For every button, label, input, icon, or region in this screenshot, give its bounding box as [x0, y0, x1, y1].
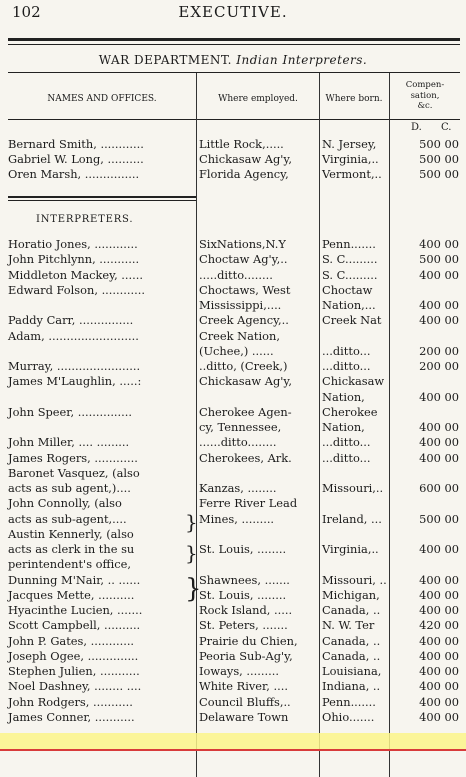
table-cell-name: John Connolly, (also	[8, 496, 122, 511]
table-cell-name: Murray, .......................	[8, 359, 141, 373]
table-cell-name: acts as clerk in the su	[8, 542, 135, 556]
table-cell-employed: White River, ....	[199, 679, 288, 694]
table-cell-name: Jacques Mette, ..........	[8, 587, 135, 602]
table-cell-amount: 400 00	[419, 648, 459, 663]
table-cell-amount: 400 00	[419, 313, 459, 328]
table-cell-name: Edward Folson, ............	[8, 282, 146, 297]
table-cell-amount: 400 00	[419, 587, 459, 602]
section-subtitle: Indian Interpreters.	[236, 53, 368, 67]
table-cell-amount: 200 00	[419, 359, 459, 373]
table-cell-born: Creek Nat	[322, 313, 382, 328]
table-cell-born: Michigan,	[322, 587, 380, 602]
table-cell-amount: 500 00	[419, 511, 459, 526]
table-cell-name: perintendent's office,	[8, 557, 131, 572]
table-cell-employed: Peoria Sub-Ag'y,	[199, 648, 293, 663]
table-cell-born: Missouri, ..	[322, 572, 387, 587]
table-cell-born: Indiana, ..	[322, 679, 381, 694]
table-cell-born: Nation,...	[322, 298, 376, 312]
col-header-born: Where born.	[325, 94, 383, 104]
table-cell-born: S. C.........	[322, 267, 378, 282]
table-cell-name: John P. Gates, ............	[8, 633, 135, 648]
table-cell-name: Noel Dashney, ........ ....	[8, 679, 142, 694]
section-rule-thick	[8, 196, 196, 198]
table-cell-amount: 400 00	[419, 664, 459, 678]
table-cell-employed: Mississippi,....	[199, 298, 282, 312]
table-cell-born: Louisiana,	[322, 664, 382, 678]
table-cell-name: John Miller, .... .........	[8, 435, 130, 450]
table-cell-name: James Conner, ...........	[8, 709, 135, 724]
table-cell-employed: St. Peters, .......	[199, 618, 288, 633]
table-cell-born: Nation,	[322, 420, 365, 434]
table-cell-name: Austin Kennerly, (also	[8, 526, 134, 541]
brace-glyph: }	[185, 574, 202, 604]
section-subheading: INTERPRETERS.	[36, 214, 134, 225]
table-cell-born: Chickasaw	[322, 374, 385, 389]
table-cell-name: Adam, .........................	[8, 328, 139, 343]
table-cell-amount: 400 00	[419, 267, 459, 282]
table-cell-amount: 500 00	[419, 252, 459, 267]
table-cell-name: James Rogers, ............	[8, 450, 138, 465]
table-cell-name: Horatio Jones, ............	[8, 237, 138, 251]
table-cell-amount: 400 00	[419, 237, 459, 251]
table-cell-born: ...ditto...	[322, 359, 371, 373]
table-cell-employed: Cherokees, Ark.	[199, 450, 292, 465]
table-cell-born: Cherokee	[322, 404, 378, 419]
section-title	[0, 53, 466, 67]
table-cell-amount: 400 00	[419, 389, 459, 404]
table-cell-employed: Rock Island, .....	[199, 603, 293, 617]
table-cell-born: Virginia,..	[322, 542, 379, 556]
table-cell-employed: Prairie du Chien,	[199, 633, 298, 648]
highlighted-row-marker	[0, 733, 466, 749]
header-rule-thin	[8, 44, 460, 45]
table-cell-employed: Creek Agency,..	[199, 313, 289, 328]
table-cell-employed: ......ditto........	[199, 435, 277, 450]
table-cell-amount: 420 00	[419, 618, 459, 633]
table-cell-amount: 200 00	[419, 343, 459, 358]
table-cell-name: John Speer, ...............	[8, 404, 133, 419]
table-cell-born: Penn.......	[322, 237, 376, 251]
table-cell-name: Stephen Julien, ...........	[8, 664, 140, 678]
table-cell-amount: 400 00	[419, 420, 459, 434]
table-cell-amount: 600 00	[419, 481, 459, 495]
table-cell-born: Ohio.......	[322, 709, 375, 724]
table-cell-amount: 400 00	[419, 694, 459, 709]
table-cell-name: John Pitchlynn, ...........	[8, 252, 140, 267]
section-rule-thin	[8, 200, 196, 201]
table-cell-born: N. W. Ter	[322, 618, 375, 633]
table-cell-born: S. C.........	[322, 252, 378, 267]
table-cell-employed: Delaware Town	[199, 709, 289, 724]
table-top-rule	[8, 72, 460, 73]
table-cell-amount: 400 00	[419, 572, 459, 587]
table-cell-employed: ..ditto, (Creek,)	[199, 359, 288, 373]
table-cell-born: Missouri,..	[322, 481, 384, 495]
table-cell-name: Hyacinthe Lucien, .......	[8, 603, 143, 617]
table-cell-name: Dunning M'Nair, .. ......	[8, 572, 141, 587]
table-cell-name: acts as sub agent,)....	[8, 481, 131, 495]
col-header-employed: Where employed.	[218, 94, 298, 104]
brace-glyph: }	[185, 541, 198, 565]
table-cell-born: Canada, ..	[322, 648, 381, 663]
table-cell-amount: 400 00	[419, 435, 459, 450]
page-number: 102	[12, 3, 41, 21]
header-rule-thick	[8, 38, 460, 41]
table-cell-amount: 400 00	[419, 298, 459, 312]
table-header-rule	[8, 119, 460, 120]
table-cell-name: Joseph Ogee, ..............	[8, 648, 139, 663]
table-cell-employed: Council Bluffs,..	[199, 694, 291, 709]
table-cell-born: Canada, ..	[322, 603, 381, 617]
col-divider-3	[389, 73, 390, 777]
table-cell-born: Nation,	[322, 389, 365, 404]
table-cell-name: John Rodgers, ...........	[8, 694, 133, 709]
col-header-names: NAMES AND OFFICES.	[47, 94, 157, 104]
table-cell-amount: 400 00	[419, 542, 459, 556]
table-cell-amount: 400 00	[419, 450, 459, 465]
currency-dollars: D.	[411, 122, 422, 133]
table-cell-employed: (Uchee,) ......	[199, 343, 274, 358]
table-cell-born: ...ditto...	[322, 435, 371, 450]
table-cell-employed: SixNations,N.Y	[199, 237, 286, 251]
table-cell-employed: Ferre River Lead	[199, 496, 298, 511]
table-cell-employed: Kanzas, ........	[199, 481, 277, 495]
col-header-compensation: Compen- sation, &c.	[405, 80, 445, 111]
table-cell-employed: St. Louis, ........	[199, 542, 287, 556]
currency-cents: C.	[441, 122, 452, 133]
table-cell-born: Penn.......	[322, 694, 376, 709]
table-cell-name: Paddy Carr, ...............	[8, 313, 134, 328]
table-cell-name: acts as sub-agent,....	[8, 511, 127, 526]
table-cell-employed: Choctaw Ag'y,..	[199, 252, 288, 267]
page-title: EXECUTIVE.	[178, 3, 288, 21]
table-cell-name: Middleton Mackey, ......	[8, 267, 144, 282]
table-cell-name: Scott Campbell, ..........	[8, 618, 141, 633]
table-cell-name: James M'Laughlin, .....:	[8, 374, 142, 389]
table-cell-employed: St. Louis, ........	[199, 587, 287, 602]
table-cell-employed: Cherokee Agen-	[199, 404, 292, 419]
table-cell-employed: Chickasaw Ag'y,	[199, 374, 292, 389]
table-cell-employed: Mines, .........	[199, 511, 275, 526]
red-underline	[0, 749, 466, 751]
table-cell-amount: 400 00	[419, 679, 459, 694]
table-cell-employed: Creek Nation,	[199, 328, 280, 343]
table-cell-born: ...ditto...	[322, 343, 371, 358]
table-cell-employed: cy, Tennessee,	[199, 420, 282, 434]
table-cell-born: ...ditto...	[322, 450, 371, 465]
table-cell-born: Ireland, ...	[322, 511, 382, 526]
col-divider-1	[196, 73, 197, 777]
table-cell-amount: 400 00	[419, 633, 459, 648]
col-divider-2	[319, 73, 320, 777]
table-cell-employed: Choctaws, West	[199, 282, 291, 297]
table-cell-employed: Ioways, .........	[199, 664, 280, 678]
table-cell-name: Baronet Vasquez, (also	[8, 465, 140, 480]
table-cell-amount: 400 00	[419, 603, 459, 617]
table-cell-employed: .....ditto........	[199, 267, 273, 282]
table-cell-employed: Shawnees, .......	[199, 572, 290, 587]
table-cell-born: Canada, ..	[322, 633, 381, 648]
table-cell-amount: 400 00	[419, 709, 459, 724]
department-name: WAR DEPARTMENT.	[98, 53, 232, 67]
table-cell-born: Choctaw	[322, 282, 373, 297]
page-header	[0, 0, 466, 26]
brace-glyph: }	[185, 510, 198, 534]
